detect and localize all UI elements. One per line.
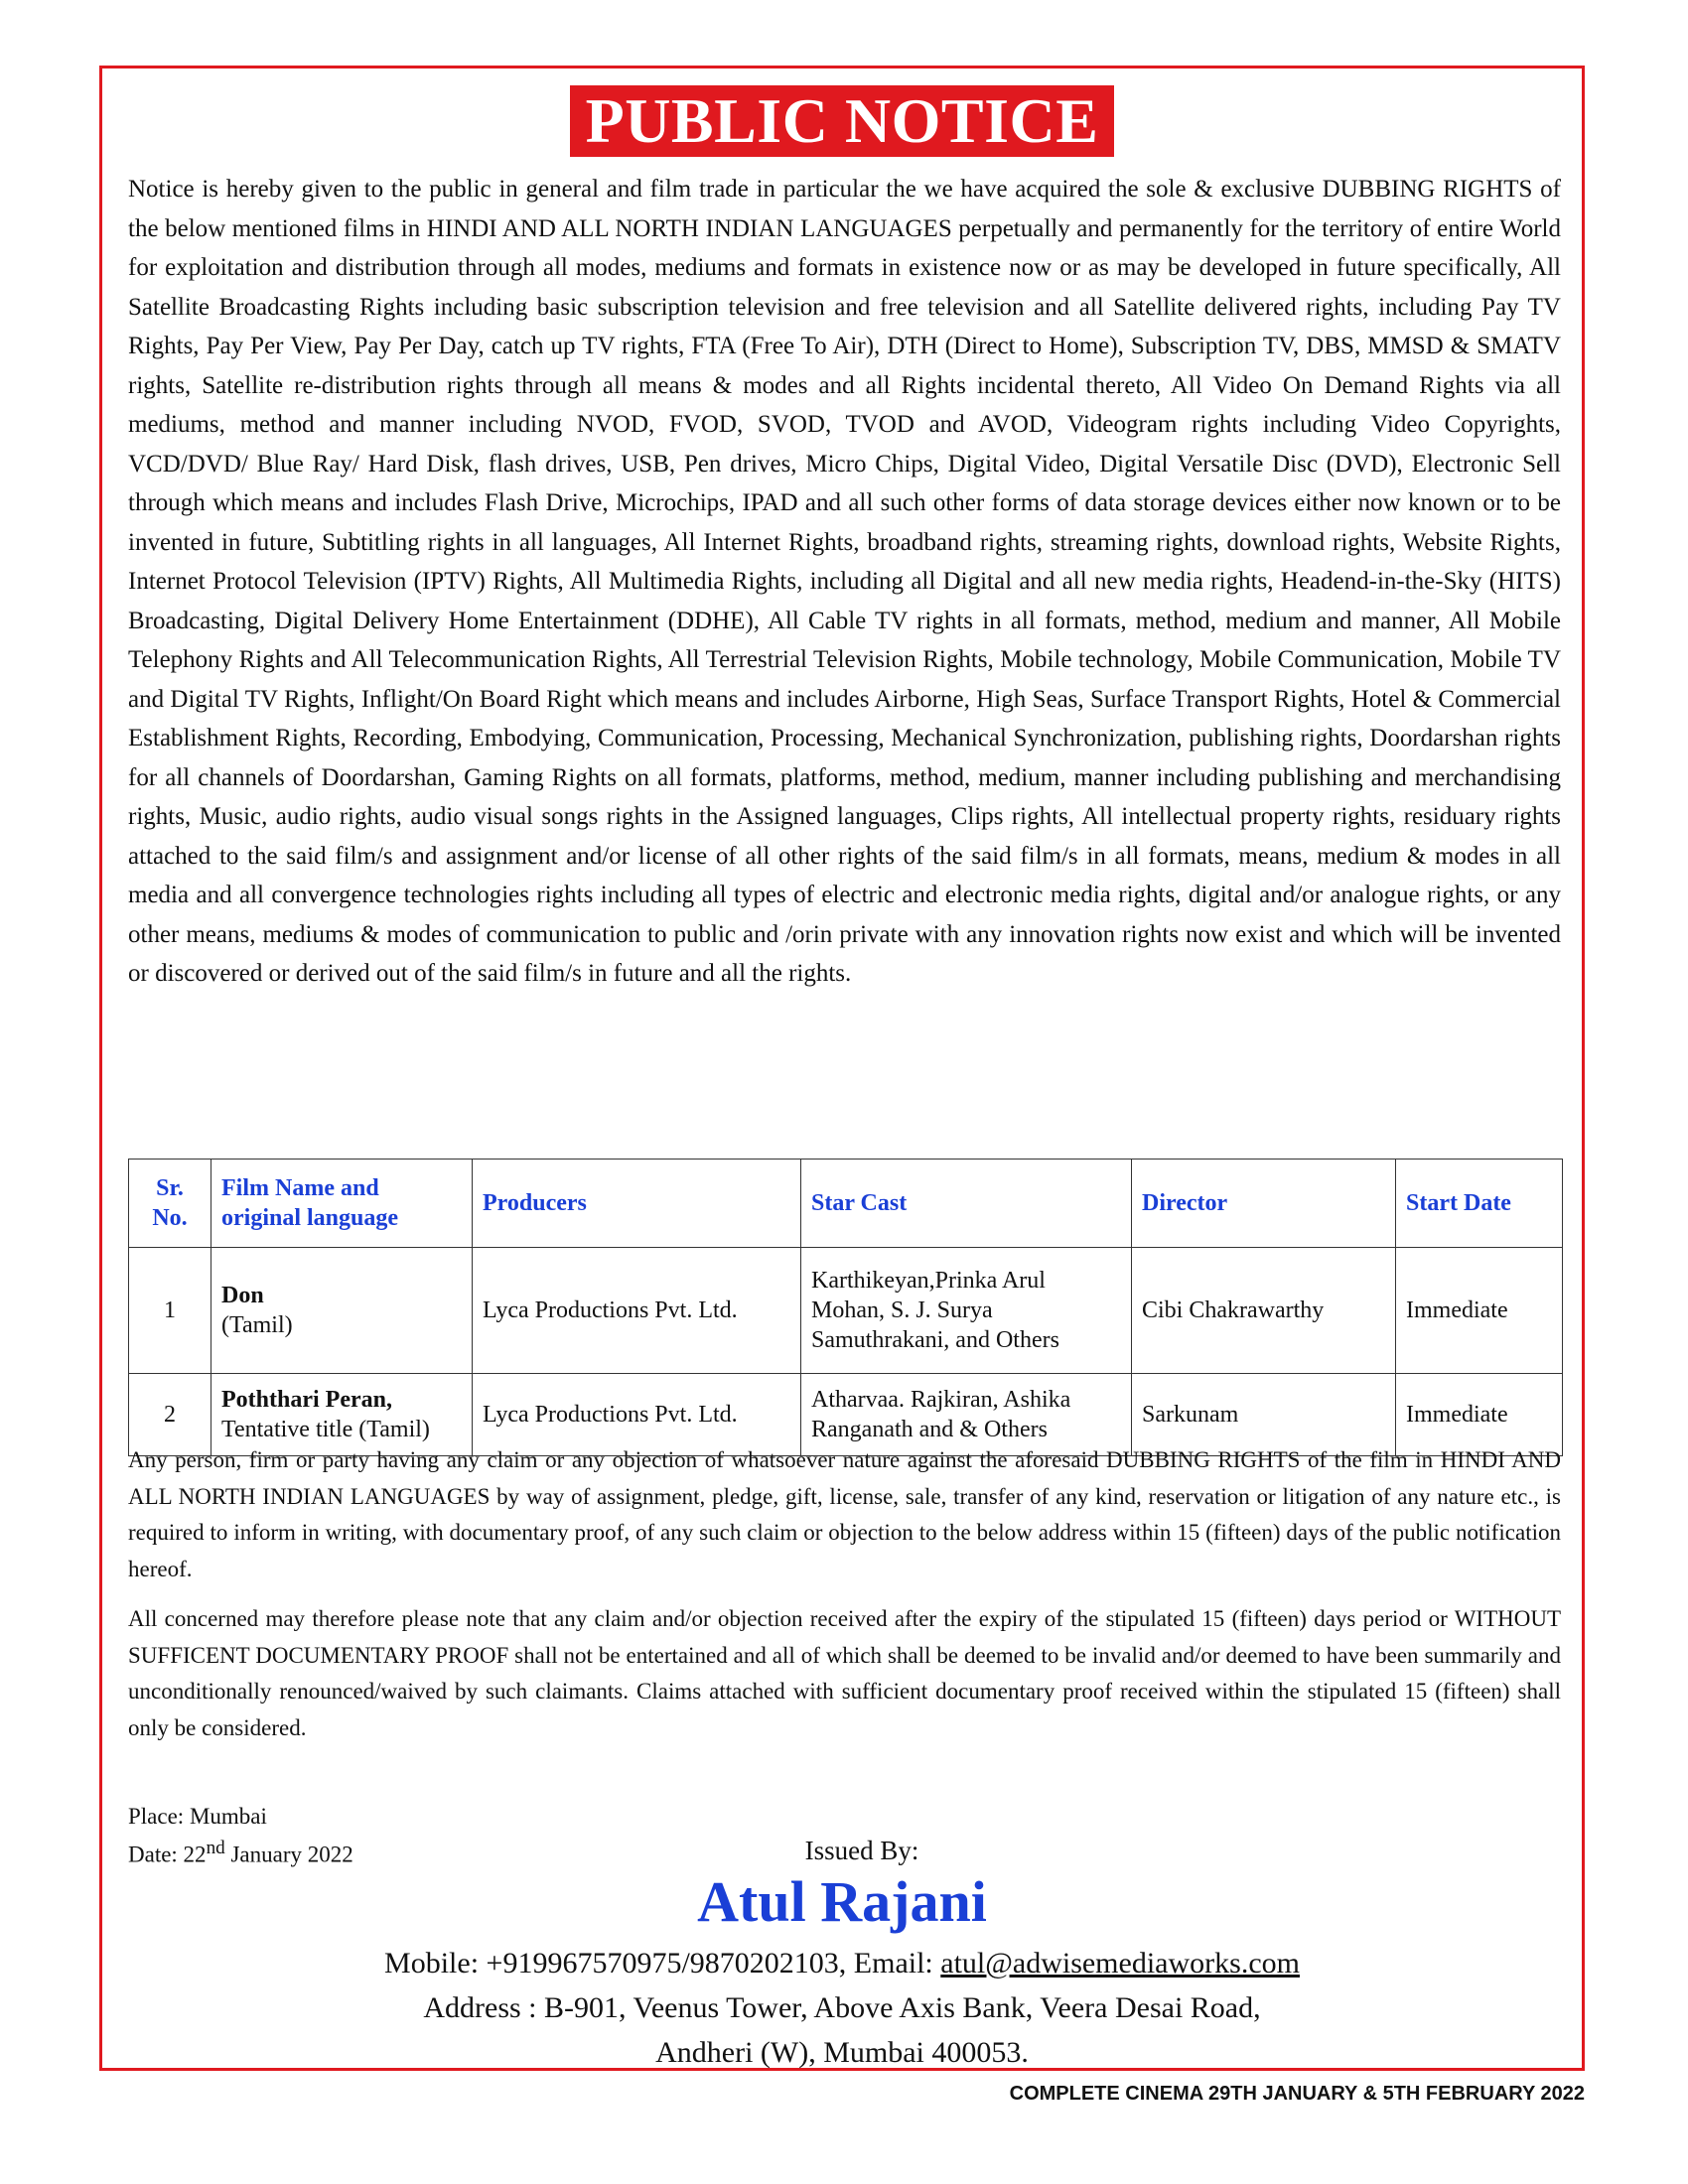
films-table (128, 1159, 1563, 1456)
issued-by-label: Issued By: (804, 1836, 919, 1865)
cell-producers: Lyca Productions Pvt. Ltd. (473, 1248, 801, 1374)
cell-director: Cibi Chakrawarthy (1132, 1248, 1396, 1374)
cell-star-cast: Karthikeyan,Prinka Arul Mohan, S. J. Surya Samuthrakani, and Others (801, 1248, 1132, 1374)
notice-frame (99, 66, 1585, 2071)
header-sr-no: Sr. No. (129, 1160, 211, 1248)
contact-block (102, 1941, 1582, 2075)
objection-paragraph: Any person, firm or party having any claim or any objection of whatsoever nature against the aforesaid DUBBING RIGHTS of the film in HINDI AND ALL NORTH INDIAN LANGUAGES by way of assignment, pledge, gift, license, sale, transfer of any kind, reservation or litigation of any nature etc., is required to inform in writing, with documentary proof, of any such claim or objection to the below address within 15 (fifteen) days of the public notification hereof. (128, 1447, 1561, 1581)
signer-name: Atul Rajani (697, 1869, 987, 1934)
cell-director: Sarkunam (1132, 1374, 1396, 1456)
address-line-1: Address : B-901, Veenus Tower, Above Axis Bank, Veera Desai Road, (423, 1991, 1261, 2024)
title-wrap (102, 85, 1582, 157)
mobile-email-line (102, 1941, 1582, 1985)
publication-footer: COMPLETE CINEMA 29TH JANUARY & 5TH FEBRUARY 2022 (1009, 2083, 1585, 2105)
header-star-cast: Star Cast (801, 1160, 1132, 1248)
film-name: Don (221, 1283, 264, 1308)
cell-film (211, 1248, 473, 1374)
table-header-row (129, 1160, 1563, 1248)
notice-title: PUBLIC NOTICE (570, 85, 1115, 157)
cell-sr-no: 2 (129, 1374, 211, 1456)
film-language: Tentative title (Tamil) (221, 1417, 430, 1442)
cell-producers: Lyca Productions Pvt. Ltd. (473, 1374, 801, 1456)
header-start-date: Start Date (1396, 1160, 1563, 1248)
film-name: Poththari Peran, (221, 1387, 392, 1413)
header-film-name: Film Name and original language (211, 1160, 473, 1248)
mobile-text: Mobile: +919967570975/9870202103, Email: (384, 1947, 941, 1979)
date-prefix: Date: 22 (128, 1842, 207, 1867)
cell-sr-no: 1 (129, 1248, 211, 1374)
date-suffix: January 2022 (224, 1842, 353, 1867)
header-director: Director (1132, 1160, 1396, 1248)
address-line-2: Andheri (W), Mumbai 400053. (655, 2036, 1029, 2069)
header-producers: Producers (473, 1160, 801, 1248)
email-link[interactable]: atul@adwisemediaworks.com (940, 1947, 1300, 1979)
cell-start-date: Immediate (1396, 1248, 1563, 1374)
cell-star-cast: Atharvaa. Rajkiran, Ashika Ranganath and & Others (801, 1374, 1132, 1456)
date-ordinal: nd (206, 1838, 225, 1858)
film-language: (Tamil) (221, 1312, 293, 1338)
cell-start-date: Immediate (1396, 1374, 1563, 1456)
place-text: Place: Mumbai (128, 1804, 267, 1829)
table-row (129, 1248, 1563, 1374)
intro-paragraph: Notice is hereby given to the public in general and film trade in particular the we have acquired the sole & exclusive DUBBING RIGHTS of the below mentioned films in HINDI AND ALL NORTH INDIAN LANGUAGES perpetually and permanently for the territory of entire World for exploitation and distribution through all modes, mediums and formats in existence now or as may be developed in future specifically, All Satellite Broadcasting Rights including basic subscription television and free television and all Satellite delivered rights, including Pay TV Rights, Pay Per View, Pay Per Day, catch up TV rights, FTA (Free To Air), DTH (Direct to Home), Subscription TV, DBS, MMSD & SMATV rights, Satellite re-distribution rights through all means & modes and all Rights incidental thereto, All Video On Demand Rights via all mediums, method and manner including NVOD, FVOD, SVOD, TVOD and AVOD, Videogram rights including Video Copyrights, VCD/DVD/ Blue Ray/ Hard Disk, flash drives, USB, Pen drives, Micro Chips, Digital Video, Digital Versatile Disc (DVD), Electronic Sell through which means and includes Flash Drive, Microchips, IPAD and all such other forms of data storage devices either now known or to be invented in future, Subtitling rights in all languages, All Internet Rights, broadband rights, streaming rights, download rights, Website Rights, Internet Protocol Television (IPTV) Rights, All Multimedia Rights, including all Digital and all new media rights, Headend-in-the-Sky (HITS) Broadcasting, Digital Delivery Home Entertainment (DDHE), All Cable TV rights in all formats, method, medium and manner, All Mobile Telephony Rights and All Telecommunication Rights, All Terrestrial Television Rights, Mobile technology, Mobile Communication, Mobile TV and Digital TV Rights, Inflight/On Board Right which means and includes Airborne, High Seas, Surface Transport Rights, Hotel & Commercial Establishment Rights, Recording, Embodying, Communication, Processing, Mechanical Synchronization, publishing rights, Doordarshan rights for all channels of Doordarshan, Gaming Rights on all formats, platforms, method, medium, manner including publishing and merchandising rights, Music, audio rights, audio visual songs rights in the Assigned languages, Clips rights, All intellectual property rights, residuary rights attached to the said film/s and assignment and/or license of all other rights of the said film/s in all formats, means, medium & modes in all media and all convergence technologies rights including all types of electric and electronic media rights, digital and/or analogue rights, or any other means, mediums & modes of communication to public and /orin private with any innovation rights now exist and which will be invented or discovered or derived out of the said film/s in future and all the rights. (128, 176, 1561, 987)
concern-paragraph: All concerned may therefore please note that any claim and/or objection received after the expiry of the stipulated 15 (fifteen) days period or WITHOUT SUFFICENT DOCUMENTARY PROOF shall not be entertained and all of which shall be deemed to be invalid and/or deemed to have been summarily and unconditionally renounced/waived by such claimants. Claims attached with sufficient documentary proof received within the stipulated 15 (fifteen) shall only be considered. (128, 1606, 1561, 1740)
